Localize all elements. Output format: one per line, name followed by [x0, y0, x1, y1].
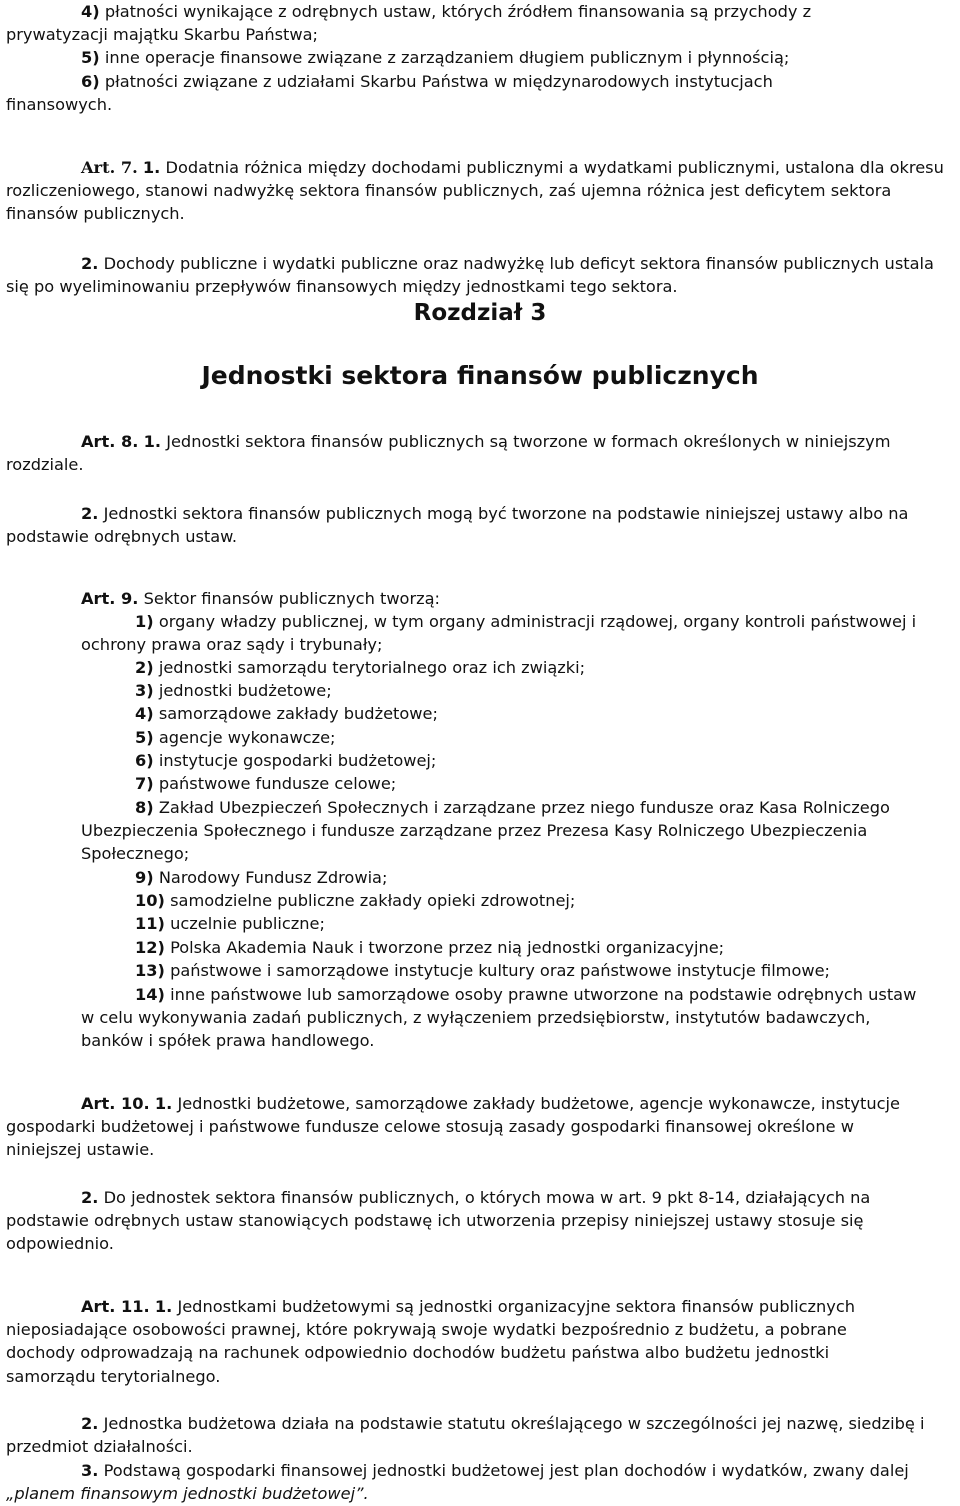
art9-item-13	[6, 959, 960, 982]
article-heading: Art. 10.	[81, 1094, 150, 1113]
paragraph-text: odpowiednio.	[6, 1234, 114, 1254]
paragraph-number: 2.	[81, 1414, 99, 1433]
item-text: banków i spółek prawa handlowego.	[81, 1031, 375, 1051]
item-text: samorządowe zakłady budżetowe;	[158, 704, 438, 723]
paragraph-number: 1.	[143, 432, 162, 451]
art7-para2	[6, 252, 960, 298]
item-number: 9)	[135, 868, 154, 887]
paragraph-text: dochody odprowadzają na rachunek odpowiednio dochodów budżetu państwa albo budżetu jednostki	[6, 1343, 830, 1363]
item-number: 13)	[135, 961, 165, 980]
paragraph-text: rozdziale.	[6, 455, 84, 475]
art8-para1	[6, 430, 960, 476]
item-text: prywatyzacji majątku Skarbu Państwa;	[6, 25, 319, 45]
art11-para1	[6, 1295, 960, 1388]
item-number: 3)	[135, 681, 154, 700]
item-number: 7)	[135, 774, 154, 793]
paragraph-text: Dochody publiczne i wydatki publiczne oraz nadwyżkę lub deficyt sektora finansów publicznych ustala	[103, 254, 934, 273]
item-text: jednostki budżetowe;	[158, 681, 332, 700]
paragraph-number: 3.	[81, 1461, 99, 1480]
article-heading: Art. 8.	[81, 432, 139, 451]
art9-item-4	[6, 702, 960, 725]
art9-item-2	[6, 656, 960, 679]
item-number: 8)	[135, 798, 154, 817]
paragraph-text: samorządu terytorialnego.	[6, 1366, 221, 1386]
paragraph-text: niniejszej ustawie.	[6, 1140, 155, 1160]
item-text: jednostki samorządu terytorialnego oraz ich związki;	[158, 658, 586, 677]
item-number: 14)	[135, 985, 165, 1004]
paragraph-number: 1.	[142, 158, 161, 177]
art9-item-10	[6, 889, 960, 912]
paragraph-text: podstawie odrębnych ustaw stanowiących podstawę ich utworzenia przepisy niniejszej ustawy stosuje się	[6, 1211, 864, 1231]
art9-item-11	[6, 912, 960, 935]
list-item-4	[6, 0, 960, 46]
defined-term: „planem finansowym jednostki budżetowej”.	[6, 1484, 369, 1504]
article-intro: Sektor finansów publicznych tworzą:	[143, 589, 440, 608]
list-item-6	[6, 70, 960, 116]
paragraph-text: Jednostki sektora finansów publicznych mogą być tworzone na podstawie niniejszej ustawy albo na	[103, 504, 909, 523]
item-text: Społecznego;	[81, 844, 190, 864]
item-text: państwowe fundusze celowe;	[158, 774, 397, 793]
item-number: 6)	[81, 72, 100, 91]
paragraph-number: 1.	[154, 1094, 173, 1113]
item-number: 12)	[135, 938, 165, 957]
art9-item-7	[6, 772, 960, 795]
item-text: płatności związane z udziałami Skarbu Państwa w międzynarodowych instytucjach	[104, 72, 773, 91]
paragraph-text: przedmiot działalności.	[6, 1437, 193, 1457]
chapter-label: Rozdział 3	[413, 300, 547, 326]
item-number: 5)	[81, 48, 100, 67]
item-text: uczelnie publiczne;	[170, 914, 325, 933]
item-text: Polska Akademia Nauk i tworzone przez nią jednostki organizacyjne;	[170, 938, 725, 957]
item-number: 1)	[135, 612, 154, 631]
art9-item-3	[6, 679, 960, 702]
art9-item-1	[6, 610, 960, 656]
paragraph-number: 2.	[81, 1188, 99, 1207]
paragraph-text: finansów publicznych.	[6, 204, 185, 224]
item-text: płatności wynikające z odrębnych ustaw, których źródłem finansowania są przychody z	[104, 2, 812, 21]
paragraph-text: Dodatnia różnica między dochodami publicznymi a wydatkami publicznymi, ustalona dla okresu	[165, 158, 944, 177]
paragraph-text: rozliczeniowego, stanowi nadwyżkę sektora finansów publicznych, zaś ujemna różnica jest deficytem sektora	[6, 181, 892, 201]
art11-para2	[6, 1412, 960, 1458]
art9-item-6	[6, 749, 960, 772]
paragraph-text: Jednostki sektora finansów publicznych są tworzone w formach określonych w niniejszym	[166, 432, 891, 451]
art8-para2	[6, 502, 960, 548]
article-heading: Art. 7.	[81, 158, 138, 177]
paragraph-text: podstawie odrębnych ustaw.	[6, 527, 238, 547]
art9-item-14	[6, 983, 960, 1053]
art10-para1	[6, 1092, 960, 1162]
item-text: organy władzy publicznej, w tym organy administracji rządowej, organy kontroli państwowej i	[158, 612, 917, 631]
item-text: inne operacje finansowe związane z zarządzaniem długiem publicznym i płynnością;	[104, 48, 790, 67]
list-item-5	[6, 46, 960, 69]
item-text: ochrony prawa oraz sądy i trybunały;	[81, 635, 383, 655]
item-text: Narodowy Fundusz Zdrowia;	[158, 868, 388, 887]
art7-para1	[6, 156, 960, 226]
item-text: instytucje gospodarki budżetowej;	[158, 751, 437, 770]
paragraph-text: Podstawą gospodarki finansowej jednostki budżetowej jest plan dochodów i wydatków, zwany dalej	[103, 1461, 909, 1480]
paragraph-text: się po wyeliminowaniu przepływów finansowych między jednostkami tego sektora.	[6, 277, 678, 297]
item-text: Ubezpieczenia Społecznego i fundusze zarządzane przez Prezesa Kasy Rolniczego Ubezpieczenia	[81, 821, 868, 841]
item-number: 4)	[135, 704, 154, 723]
item-number: 11)	[135, 914, 165, 933]
art11-para3	[6, 1459, 960, 1505]
item-text: finansowych.	[6, 95, 113, 115]
art10-para2	[6, 1186, 960, 1256]
paragraph-number: 2.	[81, 504, 99, 523]
art9-intro	[6, 587, 960, 610]
paragraph-text: Jednostkami budżetowymi są jednostki organizacyjne sektora finansów publicznych	[177, 1297, 856, 1316]
paragraph-text: Do jednostek sektora finansów publicznych, o których mowa w art. 9 pkt 8-14, działających na	[103, 1188, 871, 1207]
paragraph-text: gospodarki budżetowej i państwowe fundusze celowe stosują zasady gospodarki finansowej określone w	[6, 1117, 854, 1137]
article-heading: Art. 11.	[81, 1297, 150, 1316]
item-number: 5)	[135, 728, 154, 747]
art9-item-5	[6, 726, 960, 749]
art9-item-9	[6, 866, 960, 889]
paragraph-number: 2.	[81, 254, 99, 273]
item-text: agencje wykonawcze;	[158, 728, 336, 747]
paragraph-text: nieposiadające osobowości prawnej, które pokrywają swoje wydatki bezpośrednio z budżetu, a pobrane	[6, 1320, 847, 1340]
item-number: 6)	[135, 751, 154, 770]
article-heading: Art. 9.	[81, 589, 139, 608]
art9-item-12	[6, 936, 960, 959]
item-text: inne państwowe lub samorządowe osoby prawne utworzone na podstawie odrębnych ustaw	[170, 985, 917, 1004]
item-number: 2)	[135, 658, 154, 677]
item-number: 10)	[135, 891, 165, 910]
chapter-title: Jednostki sektora finansów publicznych	[201, 361, 759, 390]
paragraph-text: Jednostki budżetowe, samorządowe zakłady budżetowe, agencje wykonawcze, instytucje	[177, 1094, 900, 1113]
item-text: samodzielne publiczne zakłady opieki zdrowotnej;	[170, 891, 576, 910]
item-text: państwowe i samorządowe instytucje kultury oraz państwowe instytucje filmowe;	[170, 961, 831, 980]
item-text: w celu wykonywania zadań publicznych, z wyłączeniem przedsiębiorstw, instytutów badawczych,	[81, 1008, 871, 1028]
paragraph-text: Jednostka budżetowa działa na podstawie statutu określającego w szczególności jej nazwę, siedzibę i	[103, 1414, 925, 1433]
item-text: Zakład Ubezpieczeń Społecznych i zarządzane przez niego fundusze oraz Kasa Rolniczego	[158, 798, 890, 817]
item-number: 4)	[81, 2, 100, 21]
art9-item-8	[6, 796, 960, 866]
paragraph-number: 1.	[154, 1297, 173, 1316]
